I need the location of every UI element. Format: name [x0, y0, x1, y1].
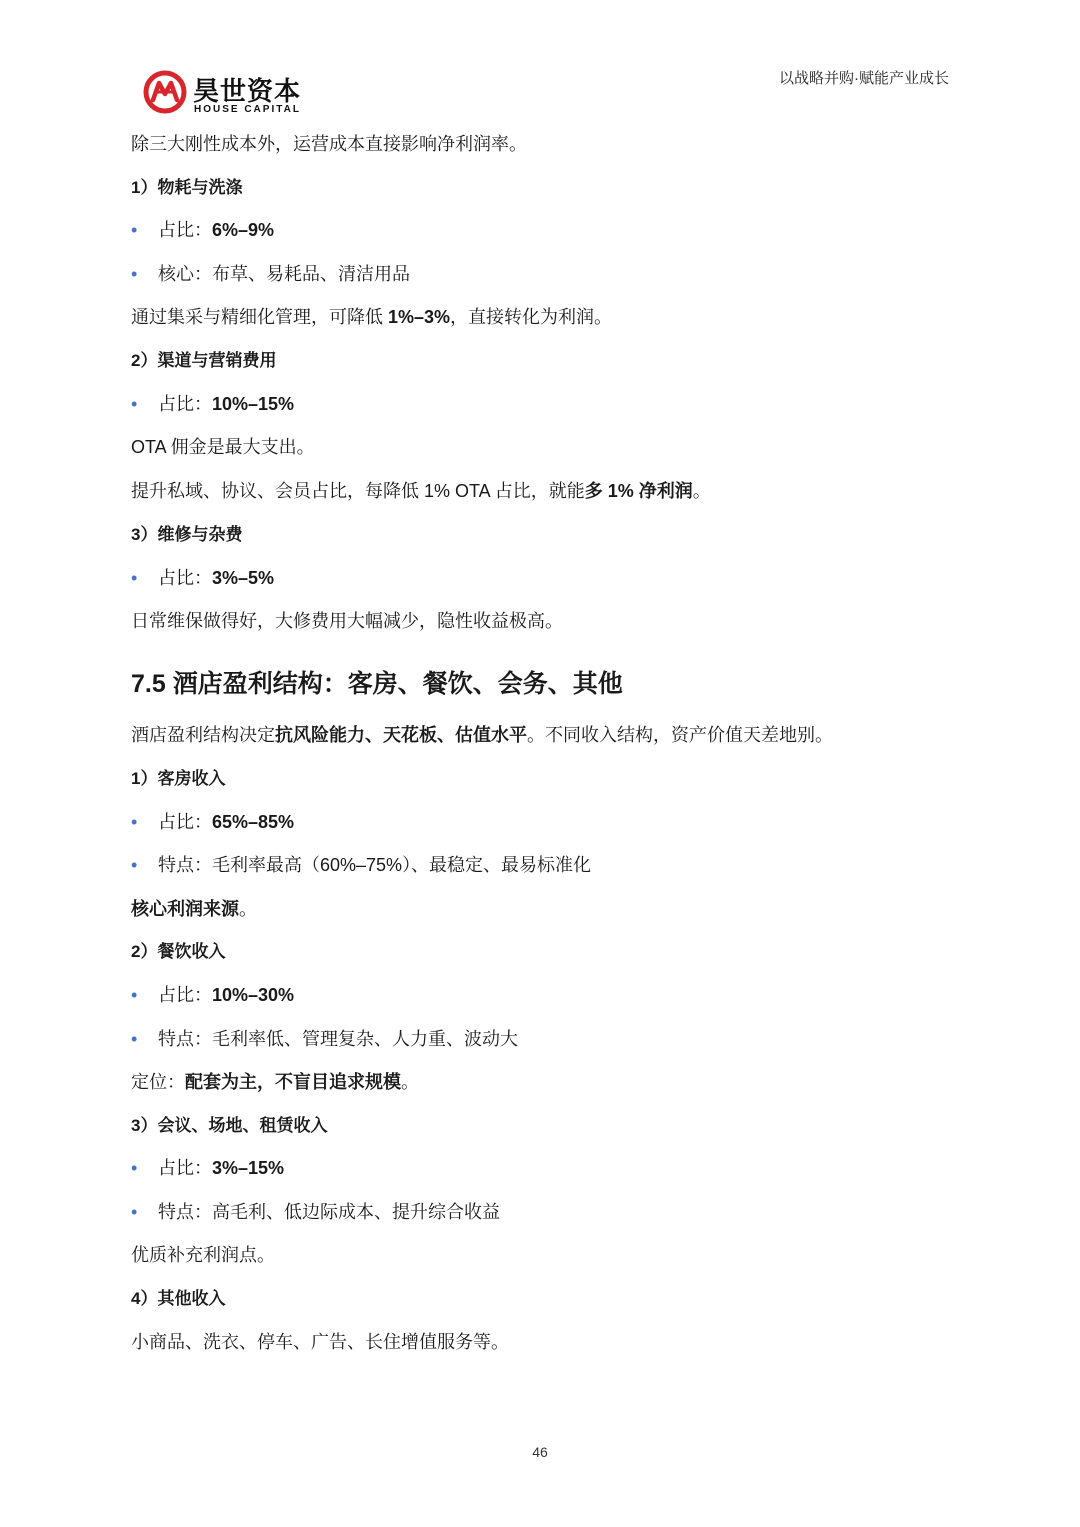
list-item: • 特点：毛利率低、管理复杂、人力重、波动大: [131, 1026, 518, 1052]
section-title: 7.5 酒店盈利结构：客房、餐饮、会务、其他: [131, 670, 623, 698]
bullet-icon: •: [131, 264, 138, 284]
logo-chinese-name: 昊世资本: [193, 76, 302, 106]
paragraph: 优质补充利润点。: [131, 1245, 275, 1265]
bullet-icon: •: [131, 1029, 138, 1049]
list-item: • 占比：6%–9%: [131, 217, 274, 243]
bullet-icon: •: [131, 812, 138, 832]
heading-channel-marketing: 2）渠道与营销费用: [131, 351, 277, 370]
bullet-icon: •: [131, 394, 138, 414]
cost-intro: 除三大刚性成本外，运营成本直接影响净利润率。: [131, 134, 527, 154]
heading-room-revenue: 1）客房收入: [131, 769, 226, 788]
house-capital-logo: [143, 70, 313, 118]
bullet-icon: •: [131, 220, 138, 240]
logo-english-name: HOUSE CAPITAL: [194, 104, 301, 115]
paragraph: 核心利润来源。: [131, 899, 257, 919]
list-item: • 特点：毛利率最高（60%–75%）、最稳定、最易标准化: [131, 852, 591, 878]
heading-fnb-revenue: 2）餐饮收入: [131, 942, 226, 961]
bullet-icon: •: [131, 985, 138, 1005]
bullet-icon: •: [131, 1202, 138, 1222]
page-number: 46: [532, 1444, 548, 1460]
list-item: • 占比：3%–5%: [131, 565, 274, 591]
heading-maintenance: 3）维修与杂费: [131, 525, 243, 544]
bullet-icon: •: [131, 1158, 138, 1178]
heading-consumables: 1）物耗与洗涤: [131, 178, 243, 197]
logo-emblem-icon: [143, 70, 187, 114]
heading-other-revenue: 4）其他收入: [131, 1289, 226, 1308]
paragraph: 小商品、洗衣、停车、广告、长住增值服务等。: [131, 1332, 509, 1352]
list-item: • 特点：高毛利、低边际成本、提升综合收益: [131, 1199, 500, 1225]
list-item: • 占比：10%–15%: [131, 391, 294, 417]
paragraph: 日常维保做得好，大修费用大幅减少，隐性收益极高。: [131, 611, 563, 631]
section-intro: 酒店盈利结构决定抗风险能力、天花板、估值水平。不同收入结构，资产价值天差地别。: [131, 725, 833, 745]
list-item: • 占比：3%–15%: [131, 1155, 284, 1181]
list-item: • 占比：10%–30%: [131, 982, 294, 1008]
header-slogan: 以战略并购·赋能产业成长: [779, 70, 949, 87]
paragraph: 通过集采与精细化管理，可降低 1%–3%，直接转化为利润。: [131, 307, 613, 327]
bullet-icon: •: [131, 568, 138, 588]
paragraph: 提升私域、协议、会员占比，每降低 1% OTA 占比，就能多 1% 净利润。: [131, 481, 711, 501]
bullet-icon: •: [131, 855, 138, 875]
heading-meeting-revenue: 3）会议、场地、租赁收入: [131, 1116, 328, 1135]
list-item: • 核心：布草、易耗品、清洁用品: [131, 261, 410, 287]
list-item: • 占比：65%–85%: [131, 809, 294, 835]
paragraph: 定位：配套为主，不盲目追求规模。: [131, 1072, 419, 1092]
paragraph: OTA 佣金是最大支出。: [131, 437, 315, 457]
